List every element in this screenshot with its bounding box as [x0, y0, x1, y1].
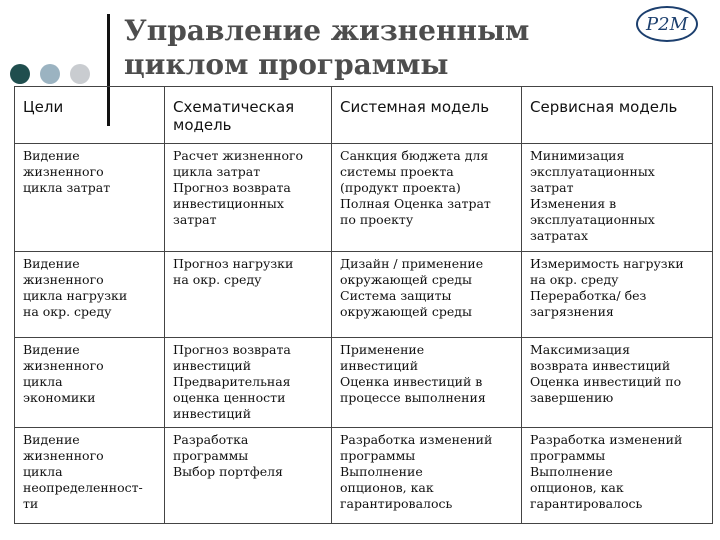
table-header-row	[15, 87, 713, 144]
cell-line: оценка ценности	[173, 390, 286, 405]
cell-line: Максимизация	[530, 342, 630, 357]
goal-cell	[15, 428, 165, 524]
service-cell	[522, 144, 713, 252]
cell-line: Прогноз возврата	[173, 180, 291, 195]
cell-line: неопределенност-	[23, 480, 143, 495]
cell-line: Разработка изменений	[530, 432, 683, 447]
cell-line: цикла	[23, 464, 63, 479]
service-cell	[522, 428, 713, 524]
cell-line: цикла	[23, 374, 63, 389]
cell-line: Видение	[23, 148, 80, 163]
cell-line: опционов, как	[340, 480, 434, 495]
cell-line: Санкция бюджета для	[340, 148, 489, 163]
cell-line: Полная Оценка затрат	[340, 196, 491, 211]
header-goals: Цели	[15, 87, 165, 144]
cell-line: Изменения в	[530, 196, 617, 211]
header-service-model: Сервисная модель	[522, 87, 713, 144]
cell-line: Видение	[23, 432, 80, 447]
system-cell	[332, 338, 522, 428]
cell-line: Расчет жизненного	[173, 148, 304, 163]
title-line-2: циклом программы	[124, 48, 449, 81]
system-cell	[332, 252, 522, 338]
cell-line: Прогноз возврата	[173, 342, 291, 357]
cell-line: Видение	[23, 256, 80, 271]
goal-cell	[15, 252, 165, 338]
cell-line: программы	[530, 448, 606, 463]
cell-line: цикла нагрузки	[23, 288, 128, 303]
cell-line: жизненного	[23, 272, 104, 287]
cell-line: Прогноз нагрузки	[173, 256, 294, 271]
cell-line: (продукт проекта)	[340, 180, 461, 195]
cell-line: Выбор портфеля	[173, 464, 283, 479]
cell-line: Выполнение	[340, 464, 423, 479]
service-cell	[522, 338, 713, 428]
cell-line: Дизайн / применение	[340, 256, 484, 271]
cell-line: Измеримость нагрузки	[530, 256, 684, 271]
environment-lifecycle-row	[15, 252, 713, 338]
lifecycle-table	[14, 86, 713, 524]
cell-line: Оценка инвестиций по	[530, 374, 682, 389]
cell-line: Выполнение	[530, 464, 613, 479]
cost-lifecycle-row	[15, 144, 713, 252]
system-cell	[332, 144, 522, 252]
header-system-model: Системная модель	[332, 87, 522, 144]
cell-line: на окр. среду	[23, 304, 112, 319]
system-cell	[332, 428, 522, 524]
cell-line: процессе выполнения	[340, 390, 486, 405]
cell-line: Разработка изменений	[340, 432, 493, 447]
cell-line: цикла затрат	[173, 164, 261, 179]
cell-line: жизненного	[23, 448, 104, 463]
cell-line: жизненного	[23, 358, 104, 373]
cell-line: жизненного	[23, 164, 104, 179]
cell-line: завершению	[530, 390, 614, 405]
uncertainty-lifecycle-row	[15, 428, 713, 524]
cell-line: Система защиты	[340, 288, 452, 303]
decorative-dots	[10, 64, 100, 86]
cell-line: инвестиций	[173, 406, 252, 421]
page-title	[124, 14, 594, 82]
cell-line: гарантировалось	[530, 496, 643, 511]
cell-line: возврата инвестиций	[530, 358, 671, 373]
dark-dot-icon	[10, 64, 30, 84]
cell-line: эксплуатационных	[530, 212, 655, 227]
cell-line: на окр. среду	[530, 272, 619, 287]
schematic-cell	[165, 144, 332, 252]
cell-line: окружающей среды	[340, 272, 472, 287]
cell-line: затрат	[173, 212, 217, 227]
cell-line: программы	[173, 448, 249, 463]
header-schematic-model: Схематическая модель	[165, 87, 332, 144]
cell-line: по проекту	[340, 212, 414, 227]
cell-line: окружающей среды	[340, 304, 472, 319]
title-line-1: Управление жизненным	[124, 14, 530, 47]
cell-line: ти	[23, 496, 39, 511]
cell-line: программы	[340, 448, 416, 463]
economy-lifecycle-row	[15, 338, 713, 428]
cell-line: опционов, как	[530, 480, 624, 495]
cell-line: эксплуатационных	[530, 164, 655, 179]
cell-line: инвестиционных	[173, 196, 284, 211]
cell-line: цикла затрат	[23, 180, 111, 195]
cell-line: гарантировалось	[340, 496, 453, 511]
cell-line: Предварительная	[173, 374, 291, 389]
cell-line: затратах	[530, 228, 589, 243]
service-cell	[522, 252, 713, 338]
cell-line: Оценка инвестиций в	[340, 374, 483, 389]
cell-line: на окр. среду	[173, 272, 262, 287]
cell-line: Видение	[23, 342, 80, 357]
goal-cell	[15, 338, 165, 428]
light-dot-icon	[70, 64, 90, 84]
cell-line: загрязнения	[530, 304, 614, 319]
cell-line: затрат	[530, 180, 574, 195]
cell-line: Применение	[340, 342, 425, 357]
medium-dot-icon	[40, 64, 60, 84]
cell-line: Минимизация	[530, 148, 625, 163]
cell-line: инвестиций	[173, 358, 252, 373]
cell-line: инвестиций	[340, 358, 419, 373]
cell-line: Разработка	[173, 432, 249, 447]
p2m-logo: P2M	[636, 6, 698, 42]
schematic-cell	[165, 252, 332, 338]
schematic-cell	[165, 338, 332, 428]
cell-line: экономики	[23, 390, 96, 405]
cell-line: системы проекта	[340, 164, 454, 179]
goal-cell	[15, 144, 165, 252]
schematic-cell	[165, 428, 332, 524]
cell-line: Переработка/ без	[530, 288, 647, 303]
